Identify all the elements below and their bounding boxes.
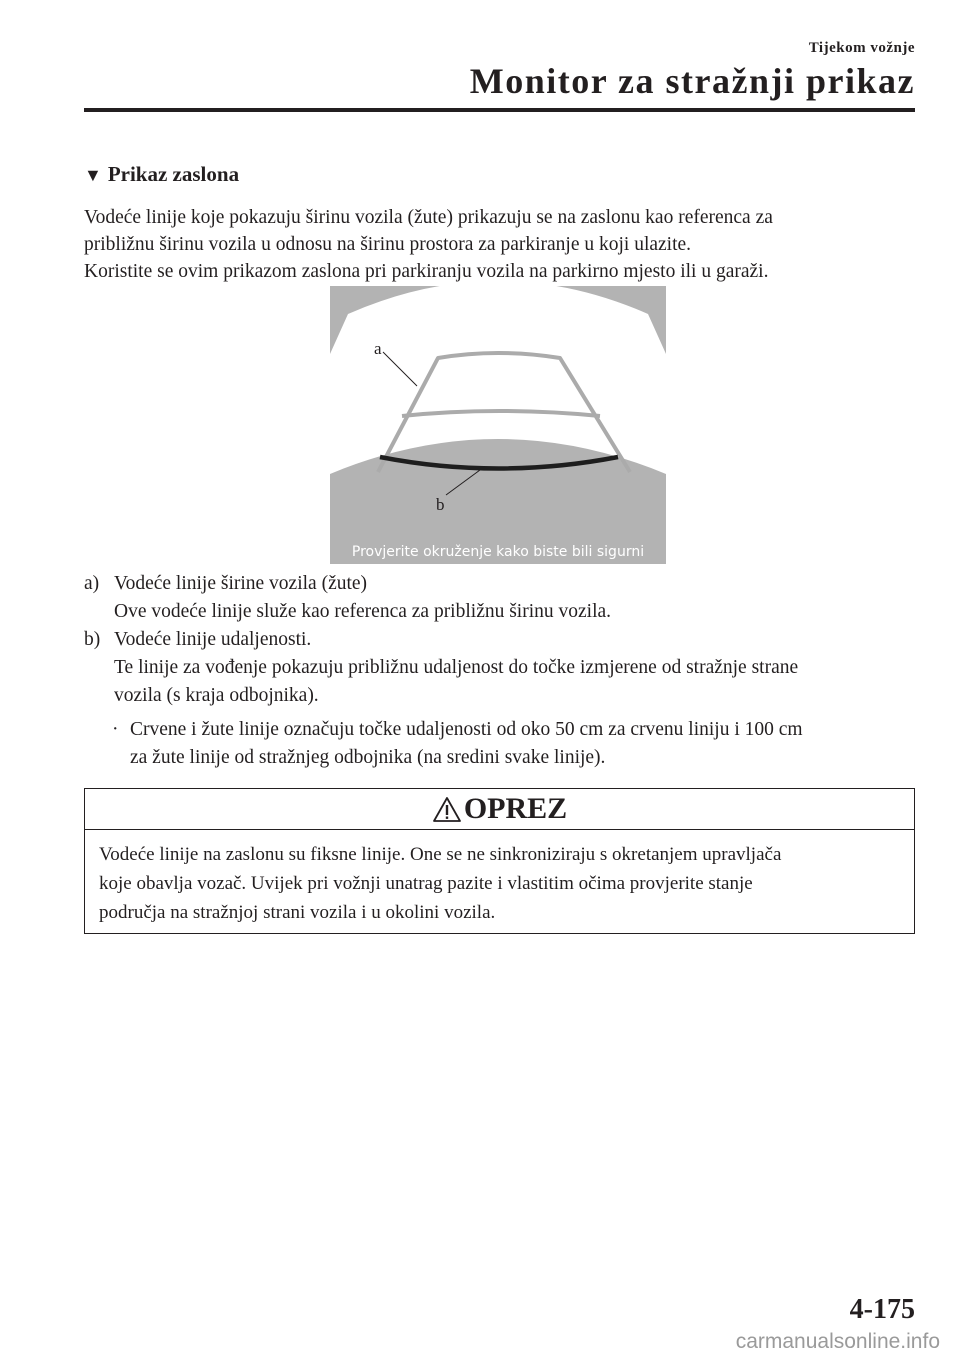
intro-line: Vodeće linije koje pokazuju širinu vozila (žute) prikazuju se na zaslonu kao referenca za: [84, 207, 773, 228]
legend-item-b: [84, 626, 798, 710]
section-heading: [84, 162, 239, 187]
header-rule: [84, 108, 915, 112]
legend-description: Ove vodeće linije služe kao referenca za približnu širinu vozila.: [114, 601, 612, 622]
caution-header: [85, 789, 914, 830]
legend-title: Vodeće linije širine vozila (žute): [114, 573, 368, 594]
bullet-line: za žute linije od stražnjeg odbojnika (na sredini svake linije).: [130, 747, 606, 768]
caution-line: Vodeće linije na zaslonu su fiksne linije. One se ne sinkroniziraju s okretanjem upravljača: [99, 844, 782, 865]
intro-line: približnu širinu vozila u odnosu na širinu prostora za parkiranje u koji ulazite.: [84, 234, 692, 255]
legend-description: vozila (s kraja odbojnika).: [114, 685, 319, 706]
caution-text: [85, 830, 914, 927]
legend-marker: b): [84, 629, 101, 650]
intro-paragraph: [84, 204, 924, 285]
figure-label-b: b: [436, 495, 445, 514]
section-heading-text: Prikaz zaslona: [107, 162, 240, 186]
bullet-dot-icon: ·: [112, 719, 119, 740]
rear-view-screen-illustration: [330, 286, 666, 564]
legend-description: Te linije za vođenje pokazuju približnu udaljenost do točke izmjerene od stražnje strane: [114, 657, 799, 678]
section-label: Tijekom vožnje: [808, 40, 915, 56]
watermark-link[interactable]: carmanualsonline.info: [735, 1330, 940, 1353]
bullet-note: [112, 716, 803, 772]
figure-label-a: a: [374, 339, 382, 358]
down-triangle-icon: ▼: [84, 165, 102, 185]
legend-title: Vodeće linije udaljenosti.: [114, 629, 312, 650]
legend-item-a: [84, 570, 611, 626]
caution-line: koje obavlja vozač. Uvijek pri vožnji unatrag pazite i vlastitim očima provjerite stanje: [99, 873, 753, 894]
caution-title: OPREZ: [463, 792, 568, 825]
legend-marker: a): [84, 573, 100, 594]
page-number: 4-175: [849, 1294, 915, 1325]
caution-box: [84, 788, 915, 934]
warning-triangle-icon: [432, 796, 462, 823]
screen-caption: Provjerite okruženje kako biste bili sigurni: [351, 544, 645, 560]
intro-line: Koristite se ovim prikazom zaslona pri parkiranju vozila na parkirno mjesto ili u garaži.: [84, 261, 769, 282]
chapter-title: Monitor za stražnji prikaz: [469, 61, 915, 101]
caution-line: područja na stražnjoj strani vozila i u okolini vozila.: [99, 902, 496, 923]
bullet-line: Crvene i žute linije označuju točke udaljenosti od oko 50 cm za crvenu liniju i 100 cm: [130, 719, 803, 740]
